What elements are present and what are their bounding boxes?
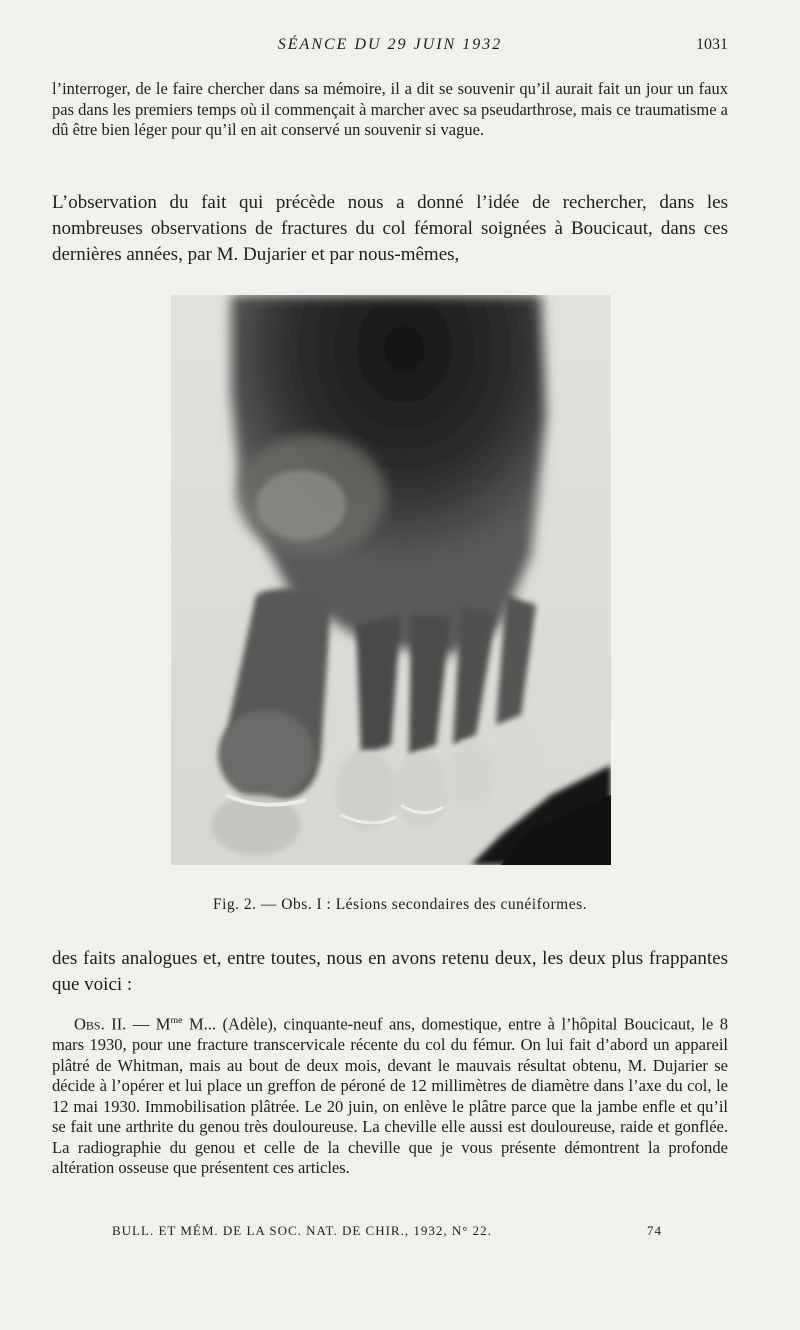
signature-mark: 74 (647, 1223, 662, 1238)
running-title: SÉANCE DU 29 JUIN 1932 (277, 36, 503, 53)
page-number: 1031 (696, 36, 728, 53)
page-header (52, 36, 728, 58)
observation-dash: — M (126, 1014, 171, 1034)
paragraph-continuation: l’interroger, de le faire chercher dans sa mémoire, il a dit se souvenir qu’il aurait fait un jour un faux pas dans les premiers temps où il commençait à marcher avec sa pseudarthrose, mais ce traumatisme a dû être bien léger pour qu’il en ait conservé un souvenir si vague. (52, 79, 728, 139)
title-superscript: me (170, 1015, 183, 1026)
foot-radiograph-figure (171, 295, 611, 865)
paragraph-observation-intro: L’observation du fait qui précède nous a donné l’idée de rechercher, dans les nombreuses observations de fractures du col fémoral soignées à Boucicaut, dans ces dernières années, par M. Dujarier et par nous-mêmes, (52, 192, 728, 265)
observation-label: Obs. II. (74, 1014, 127, 1034)
xray-image (171, 295, 611, 865)
paragraph-observation-2 (52, 1011, 728, 1179)
figure-caption: Fig. 2. — Obs. I : Lésions secondaires des cunéiformes. (212, 896, 588, 913)
journal-citation: BULL. ET MÉM. DE LA SOC. NAT. DE CHIR., 1932, N° 22. (112, 1223, 492, 1238)
page-footer (112, 1223, 672, 1239)
observation-text: M... (Adèle), cinquante-neuf ans, domestique, entre à l’hôpital Boucicaut, le 8 mars 1930, pour une fracture transcervicale récente du col du fémur. On lui fait d’abord un appareil plâtré de Whitman, mais au bout de deux mois, devant le mauvais résultat obtenu, M. Dujarier se décide à l’opérer et lui place un greffon de péroné de 12 millimètres de diamètre dans l’axe du col, le 12 mai 1930. Immobilisation plâtrée. Le 20 juin, on enlève le plâtre parce que la jambe enfle et qu’il se fait une arthrite du genou très douloureuse. La cheville elle aussi est douloureuse, raide et gonflée. La radiographie du genou et celle de la cheville que je vous présente démontrent la profonde altération osseuse que présentent ces articles. (52, 1014, 728, 1177)
paragraph-analogous-cases: des faits analogues et, entre toutes, nous en avons retenu deux, les deux plus frappantes que voici : (52, 948, 728, 995)
